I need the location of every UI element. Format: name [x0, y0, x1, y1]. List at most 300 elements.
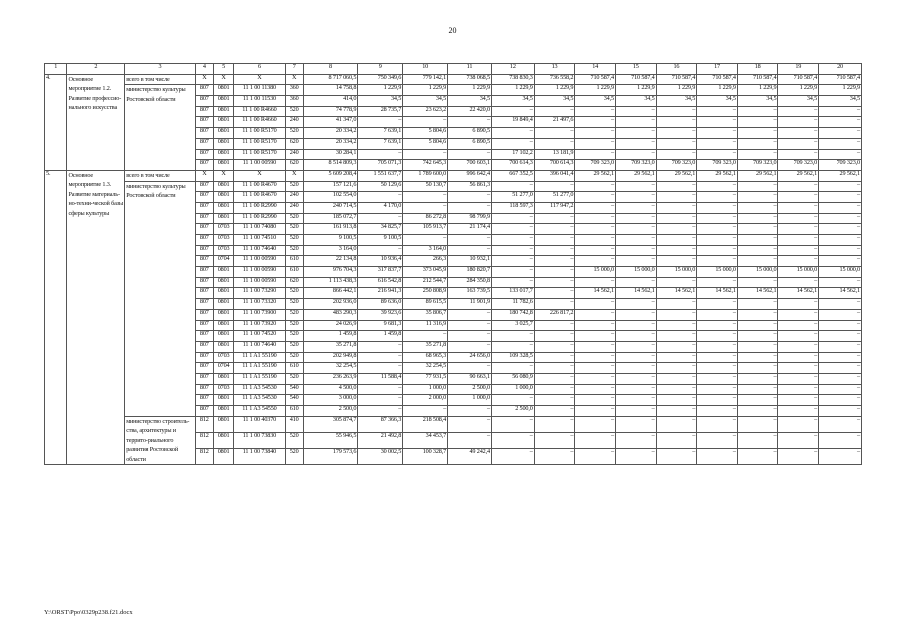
amount-value: 709 323,0 — [819, 160, 862, 171]
classification-code: 520 — [285, 245, 303, 256]
classification-code: 807 — [195, 224, 213, 235]
total-value: Х — [213, 74, 233, 85]
amount-value: – — [697, 224, 738, 235]
amount-value: – — [615, 277, 656, 288]
column-number-header: 17 — [697, 64, 738, 75]
amount-value: – — [575, 213, 616, 224]
amount-value: – — [778, 117, 819, 128]
amount-value: 180 820,7 — [448, 267, 492, 278]
amount-value: – — [737, 202, 778, 213]
classification-code: 520 — [285, 224, 303, 235]
total-value: 1 789 600,0 — [403, 170, 448, 181]
amount-value: – — [534, 449, 575, 465]
amount-value: – — [697, 106, 738, 117]
amount-value: – — [534, 384, 575, 395]
amount-value: – — [656, 384, 697, 395]
amount-value: – — [534, 363, 575, 374]
amount-value: – — [575, 341, 616, 352]
amount-value: – — [778, 128, 819, 139]
amount-value: 1 229,9 — [615, 85, 656, 96]
classification-code: 0801 — [213, 85, 233, 96]
amount-value: – — [737, 352, 778, 363]
amount-value: 117 947,2 — [534, 202, 575, 213]
amount-value: 21 174,4 — [448, 224, 492, 235]
amount-value: 240 714,5 — [303, 202, 358, 213]
amount-value: – — [697, 213, 738, 224]
classification-code: 0801 — [213, 288, 233, 299]
classification-code: 807 — [195, 341, 213, 352]
amount-value: – — [778, 384, 819, 395]
classification-code: 520 — [285, 331, 303, 342]
classification-code: 807 — [195, 181, 213, 192]
amount-value: 218 508,4 — [403, 416, 448, 432]
total-value: Х — [234, 74, 285, 85]
amount-value: – — [575, 256, 616, 267]
amount-value: 1 229,9 — [575, 85, 616, 96]
amount-value: 15 000,0 — [737, 267, 778, 278]
amount-value: 34,5 — [575, 96, 616, 107]
amount-value: – — [819, 384, 862, 395]
amount-value: – — [534, 406, 575, 417]
amount-value: 28 735,7 — [358, 106, 403, 117]
amount-value: 3 164,0 — [303, 245, 358, 256]
amount-value: – — [778, 395, 819, 406]
amount-value: 34,5 — [656, 96, 697, 107]
amount-value: – — [697, 256, 738, 267]
classification-code: 11 1 00 74080 — [234, 224, 285, 235]
table-row — [45, 416, 862, 432]
amount-value: – — [358, 363, 403, 374]
amount-value: 373 045,9 — [403, 267, 448, 278]
amount-value: 35 271,8 — [303, 341, 358, 352]
amount-value: – — [534, 256, 575, 267]
classification-code: 11 1 A1 55190 — [234, 352, 285, 363]
classification-code: 807 — [195, 288, 213, 299]
classification-code: 520 — [285, 213, 303, 224]
amount-value: 705 071,3 — [358, 160, 403, 171]
amount-value: – — [534, 416, 575, 432]
amount-value: – — [778, 320, 819, 331]
amount-value: – — [534, 213, 575, 224]
amount-value: – — [697, 202, 738, 213]
amount-value: 7 639,1 — [358, 138, 403, 149]
amount-value: – — [491, 106, 534, 117]
amount-value: – — [575, 117, 616, 128]
classification-code: 11 1 00 73830 — [234, 432, 285, 448]
classification-code: 11 1 00 40370 — [234, 416, 285, 432]
amount-value: – — [534, 267, 575, 278]
amount-value: 86 272,8 — [403, 213, 448, 224]
classification-code: 610 — [285, 256, 303, 267]
classification-code: 807 — [195, 106, 213, 117]
amount-value: – — [534, 341, 575, 352]
amount-value: – — [491, 256, 534, 267]
amount-value: 11 782,6 — [491, 299, 534, 310]
amount-value: – — [615, 320, 656, 331]
classification-code: 11 1 00 11380 — [234, 85, 285, 96]
amount-value: – — [819, 213, 862, 224]
amount-value: – — [615, 406, 656, 417]
amount-value: 9 681,3 — [358, 320, 403, 331]
classification-code: 11 1 00 73840 — [234, 449, 285, 465]
classification-code: 520 — [285, 432, 303, 448]
amount-value: 1 229,9 — [737, 85, 778, 96]
amount-value: – — [737, 309, 778, 320]
amount-value: – — [534, 432, 575, 448]
amount-value: 34,5 — [403, 96, 448, 107]
amount-value: 202 936,0 — [303, 299, 358, 310]
classification-code: 240 — [285, 117, 303, 128]
amount-value: – — [819, 373, 862, 384]
amount-value: – — [778, 373, 819, 384]
amount-value: 216 941,3 — [358, 288, 403, 299]
amount-value: – — [819, 117, 862, 128]
amount-value: – — [778, 449, 819, 465]
amount-value: – — [491, 235, 534, 246]
amount-value: 34,5 — [737, 96, 778, 107]
amount-value: – — [737, 106, 778, 117]
amount-value: – — [737, 181, 778, 192]
amount-value: 6 890,5 — [448, 138, 492, 149]
classification-code: 610 — [285, 363, 303, 374]
amount-value: 483 290,3 — [303, 309, 358, 320]
amount-value: – — [575, 309, 616, 320]
amount-value: – — [534, 373, 575, 384]
amount-value: 1 229,9 — [656, 85, 697, 96]
amount-value: – — [656, 256, 697, 267]
executor-name: министерство строитель-ства, архитектуры и террито-риального развития Ростовской области — [125, 416, 196, 465]
amount-value: 100 328,7 — [403, 449, 448, 465]
classification-code: 520 — [285, 373, 303, 384]
amount-value: 250 808,9 — [403, 288, 448, 299]
amount-value: – — [778, 245, 819, 256]
classification-code: 807 — [195, 384, 213, 395]
classification-code: 807 — [195, 245, 213, 256]
amount-value: – — [575, 373, 616, 384]
amount-value: 709 323,0 — [656, 160, 697, 171]
amount-value: – — [778, 432, 819, 448]
amount-value: – — [615, 245, 656, 256]
classification-code: 11 1 00 R2990 — [234, 213, 285, 224]
amount-value: – — [615, 128, 656, 139]
classification-code: 807 — [195, 320, 213, 331]
amount-value: – — [778, 416, 819, 432]
amount-value: – — [819, 416, 862, 432]
classification-code: 0801 — [213, 449, 233, 465]
amount-value: – — [656, 245, 697, 256]
amount-value: – — [656, 138, 697, 149]
amount-value: – — [819, 299, 862, 310]
amount-value: – — [448, 416, 492, 432]
classification-code: 520 — [285, 341, 303, 352]
amount-value: 19 849,4 — [491, 117, 534, 128]
amount-value: 1 229,9 — [448, 85, 492, 96]
amount-value: – — [534, 331, 575, 342]
amount-value: 185 072,7 — [303, 213, 358, 224]
amount-value: – — [534, 245, 575, 256]
amount-value: 49 242,4 — [448, 449, 492, 465]
amount-value: – — [819, 106, 862, 117]
classification-code: 240 — [285, 202, 303, 213]
file-path-footer: Y:\ORST\Ppo\0329p238.f21.docx — [44, 609, 133, 616]
amount-value: – — [358, 341, 403, 352]
amount-value: 21 492,8 — [358, 432, 403, 448]
amount-value: – — [778, 192, 819, 203]
amount-value: – — [448, 192, 492, 203]
amount-value: 163 739,5 — [448, 288, 492, 299]
classification-code: 0703 — [213, 384, 233, 395]
classification-code: 11 1 A3 54530 — [234, 395, 285, 406]
amount-value: – — [819, 341, 862, 352]
amount-value: 14 562,1 — [575, 288, 616, 299]
amount-value: 89 636,0 — [358, 299, 403, 310]
total-value: 5 609 208,4 — [303, 170, 358, 181]
amount-value: – — [737, 256, 778, 267]
total-value: 667 352,5 — [491, 170, 534, 181]
classification-code: 812 — [195, 432, 213, 448]
amount-value: – — [778, 138, 819, 149]
amount-value: – — [697, 245, 738, 256]
amount-value: – — [697, 128, 738, 139]
amount-value: 1 229,9 — [358, 85, 403, 96]
amount-value: 1 000,0 — [403, 384, 448, 395]
classification-code: 610 — [285, 406, 303, 417]
amount-value: – — [534, 138, 575, 149]
amount-value: – — [697, 406, 738, 417]
amount-value: – — [575, 106, 616, 117]
amount-value: 20 334,2 — [303, 138, 358, 149]
classification-code: 11 1 00 R5170 — [234, 138, 285, 149]
amount-value: 17 102,2 — [491, 149, 534, 160]
amount-value: 22 420,0 — [448, 106, 492, 117]
amount-value: 1 459,8 — [358, 331, 403, 342]
column-number-header: 11 — [448, 64, 492, 75]
classification-code: 0703 — [213, 235, 233, 246]
amount-value: – — [819, 149, 862, 160]
amount-value: 105 913,7 — [403, 224, 448, 235]
amount-value: – — [656, 309, 697, 320]
total-value: 710 587,4 — [737, 74, 778, 85]
total-value: 29 562,1 — [819, 170, 862, 181]
amount-value: – — [358, 213, 403, 224]
amount-value: 5 804,6 — [403, 128, 448, 139]
amount-value: 305 874,7 — [303, 416, 358, 432]
amount-value: – — [615, 432, 656, 448]
amount-value: 161 913,8 — [303, 224, 358, 235]
measure-name: Основное мероприятие 1.3. Развитие материаль-но-техни-ческой базы сферы культуры — [67, 170, 125, 464]
amount-value: – — [819, 128, 862, 139]
classification-code: 807 — [195, 363, 213, 374]
amount-value: 1 229,9 — [778, 85, 819, 96]
amount-value: – — [737, 277, 778, 288]
classification-code: 520 — [285, 235, 303, 246]
classification-code: 620 — [285, 277, 303, 288]
amount-value: 23 623,2 — [403, 106, 448, 117]
amount-value: – — [697, 138, 738, 149]
classification-code: 807 — [195, 85, 213, 96]
amount-value: 102 554,0 — [303, 192, 358, 203]
classification-code: 807 — [195, 235, 213, 246]
classification-code: 11 1 A3 54550 — [234, 406, 285, 417]
amount-value: 51 277,0 — [491, 192, 534, 203]
amount-value: – — [737, 128, 778, 139]
amount-value: – — [656, 320, 697, 331]
amount-value: 180 742,8 — [491, 309, 534, 320]
amount-value: – — [615, 181, 656, 192]
amount-value: 77 931,5 — [403, 373, 448, 384]
amount-value: – — [656, 432, 697, 448]
amount-value: – — [697, 320, 738, 331]
amount-value: – — [448, 432, 492, 448]
amount-value: – — [575, 449, 616, 465]
classification-code: 807 — [195, 213, 213, 224]
amount-value: – — [575, 202, 616, 213]
group-total-row — [45, 74, 862, 85]
amount-value: – — [615, 384, 656, 395]
amount-value: – — [656, 299, 697, 310]
amount-value: – — [737, 341, 778, 352]
total-value: Х — [195, 74, 213, 85]
amount-value: – — [575, 363, 616, 374]
column-number-header: 16 — [656, 64, 697, 75]
amount-value: – — [737, 117, 778, 128]
classification-code: 11 1 00 R2990 — [234, 202, 285, 213]
column-number-header: 13 — [534, 64, 575, 75]
amount-value: – — [737, 138, 778, 149]
total-value: 29 562,1 — [656, 170, 697, 181]
amount-value: 9 100,5 — [358, 235, 403, 246]
classification-code: 807 — [195, 202, 213, 213]
amount-value: – — [615, 106, 656, 117]
total-value: Х — [234, 170, 285, 181]
amount-value: – — [737, 363, 778, 374]
amount-value: 3 000,0 — [303, 395, 358, 406]
amount-value: – — [737, 416, 778, 432]
amount-value: – — [656, 192, 697, 203]
classification-code: 11 1 00 R5170 — [234, 149, 285, 160]
amount-value: – — [819, 320, 862, 331]
amount-value: – — [358, 384, 403, 395]
classification-code: 520 — [285, 106, 303, 117]
amount-value: – — [575, 331, 616, 342]
amount-value: 226 817,2 — [534, 309, 575, 320]
amount-value: 284 350,8 — [448, 277, 492, 288]
amount-value: – — [358, 149, 403, 160]
column-number-header: 4 — [195, 64, 213, 75]
total-value: 710 587,4 — [697, 74, 738, 85]
classification-code: 520 — [285, 288, 303, 299]
classification-code: 520 — [285, 181, 303, 192]
amount-value: 34 825,7 — [358, 224, 403, 235]
amount-value: 14 562,1 — [697, 288, 738, 299]
classification-code: 360 — [285, 96, 303, 107]
amount-value: – — [819, 309, 862, 320]
classification-code: 0801 — [213, 117, 233, 128]
classification-code: 11 1 00 73290 — [234, 288, 285, 299]
amount-value: 2 500,0 — [448, 384, 492, 395]
amount-value: – — [697, 432, 738, 448]
amount-value: – — [448, 363, 492, 374]
amount-value: 2 500,0 — [303, 406, 358, 417]
amount-value: – — [656, 395, 697, 406]
column-number-header: 1 — [45, 64, 67, 75]
amount-value: – — [737, 331, 778, 342]
amount-value: – — [697, 363, 738, 374]
amount-value: 4 500,0 — [303, 384, 358, 395]
amount-value: – — [575, 320, 616, 331]
classification-code: 0801 — [213, 373, 233, 384]
classification-code: 620 — [285, 138, 303, 149]
amount-value: – — [656, 149, 697, 160]
amount-value: – — [575, 181, 616, 192]
amount-value: – — [534, 181, 575, 192]
amount-value: – — [575, 352, 616, 363]
executor-name: министерство культуры Ростовской области — [125, 181, 196, 416]
amount-value: 4 170,0 — [358, 202, 403, 213]
classification-code: 11 1 00 73900 — [234, 309, 285, 320]
item-number: 4. — [45, 74, 67, 170]
classification-code: 11 1 00 74520 — [234, 331, 285, 342]
amount-value: – — [615, 309, 656, 320]
amount-value: – — [403, 117, 448, 128]
amount-value: 14 562,1 — [778, 288, 819, 299]
amount-value: 87 366,3 — [358, 416, 403, 432]
amount-value: 34,5 — [448, 96, 492, 107]
amount-value: – — [819, 449, 862, 465]
amount-value: 700 614,3 — [491, 160, 534, 171]
classification-code: 0801 — [213, 181, 233, 192]
amount-value: – — [491, 213, 534, 224]
amount-value: – — [697, 373, 738, 384]
amount-value: – — [737, 320, 778, 331]
classification-code: 807 — [195, 96, 213, 107]
classification-code: 807 — [195, 256, 213, 267]
amount-value: – — [491, 341, 534, 352]
classification-code: 0801 — [213, 277, 233, 288]
amount-value: – — [448, 202, 492, 213]
amount-value: – — [403, 202, 448, 213]
column-number-header: 19 — [778, 64, 819, 75]
amount-value: 21 497,6 — [534, 117, 575, 128]
classification-code: 0801 — [213, 149, 233, 160]
column-number-header: 15 — [615, 64, 656, 75]
amount-value: 51 277,0 — [534, 192, 575, 203]
amount-value: – — [403, 331, 448, 342]
amount-value: – — [737, 432, 778, 448]
classification-code: 807 — [195, 352, 213, 363]
amount-value: – — [491, 277, 534, 288]
amount-value: – — [778, 106, 819, 117]
amount-value: – — [697, 395, 738, 406]
classification-code: 410 — [285, 416, 303, 432]
amount-value: – — [778, 277, 819, 288]
classification-code: 807 — [195, 309, 213, 320]
amount-value: 14 562,1 — [656, 288, 697, 299]
amount-value: 34 453,7 — [403, 432, 448, 448]
amount-value: – — [615, 202, 656, 213]
amount-value: – — [778, 213, 819, 224]
column-number-header: 14 — [575, 64, 616, 75]
amount-value: – — [697, 416, 738, 432]
amount-value: – — [534, 320, 575, 331]
classification-code: 807 — [195, 299, 213, 310]
amount-value: – — [534, 395, 575, 406]
amount-value: – — [656, 352, 697, 363]
amount-value: – — [575, 224, 616, 235]
amount-value: – — [615, 256, 656, 267]
total-value: 738 830,3 — [491, 74, 534, 85]
amount-value: 976 704,3 — [303, 267, 358, 278]
